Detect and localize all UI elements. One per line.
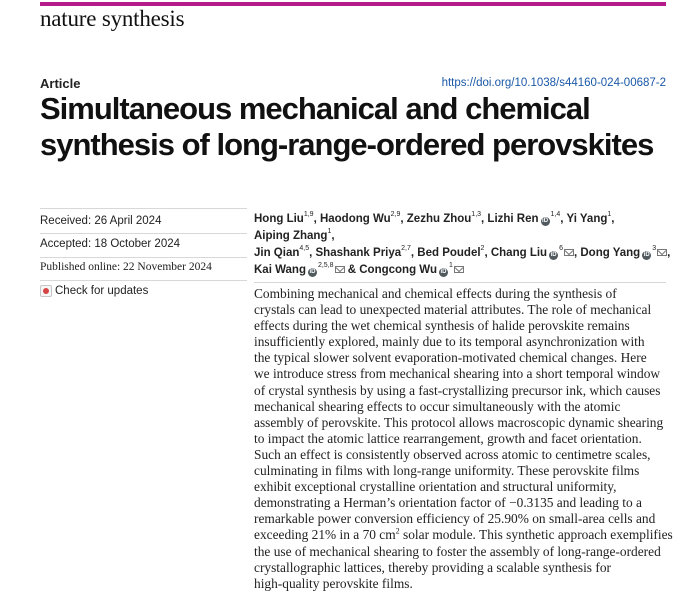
meta-divider bbox=[40, 280, 247, 281]
author-separator: , bbox=[481, 213, 488, 225]
author-name-text: Kai Wang bbox=[254, 264, 306, 276]
abstract-line: the use of mechanical shearing to foster the assembly of long-range-ordered bbox=[254, 543, 661, 559]
abstract-line: assembly of perovskite. This protocol allows macroscopic dynamic shearing bbox=[254, 414, 664, 430]
abstract-line: mechanical shearing effects to occur simultaneously with the atomic bbox=[254, 398, 621, 414]
abstract-line: crystals can lead to unexpected material attributes. The role of mechanical bbox=[254, 302, 652, 318]
author-name-text: Congcong Wu bbox=[359, 264, 437, 276]
abstract-line: effects during the wet chemical synthesis of halide perovskite remains bbox=[254, 318, 630, 334]
author-affiliation: 3 bbox=[652, 245, 657, 253]
journal-name: nature synthesis bbox=[40, 6, 185, 31]
abstract-line: to impact the atomic lattice rearrangement, growth and facet orientation. bbox=[254, 430, 642, 446]
author-affiliation: 2,9 bbox=[390, 211, 401, 219]
author-affiliation: 1 bbox=[327, 228, 332, 236]
abstract-line: of crystal synthesis by using a fast-crystallizing precursor ink, which causes bbox=[254, 382, 661, 398]
author-name[interactable] bbox=[316, 247, 411, 259]
author-separator: , bbox=[484, 247, 491, 259]
check-for-updates-label: Check for updates bbox=[55, 285, 149, 297]
article-title-line: Simultaneous mechanical and chemical bbox=[40, 91, 590, 126]
doi-link[interactable]: https://doi.org/10.1038/s44160-024-00687-2 bbox=[441, 77, 666, 89]
author-affiliation: 2,5,8 bbox=[317, 262, 334, 270]
abstract-line: insufficiently explored, mainly due to its temporal asynchronization with bbox=[254, 334, 645, 350]
abstract bbox=[254, 286, 684, 592]
article-title-line: synthesis of long-range-ordered perovskites bbox=[40, 127, 654, 162]
abstract-line: exceeding 21% in a 70 $cm^2$ solar module. This synthetic approach exemplifies bbox=[254, 526, 673, 543]
author-separator: & bbox=[344, 264, 360, 276]
abstract-line: Such an effect is consistently observed across atomic to centimetre scales, bbox=[254, 446, 651, 462]
author-name-text: Chang Liu bbox=[490, 247, 548, 259]
author-name-text: Yi Yang bbox=[566, 213, 608, 225]
author-separator: , bbox=[331, 230, 335, 242]
orcid-icon[interactable]: iD bbox=[309, 269, 316, 275]
author-affiliation: 1 bbox=[448, 262, 453, 270]
meta-divider bbox=[40, 233, 247, 234]
author-name-text: Jin Qian bbox=[254, 247, 300, 259]
abstract-line: demonstrating a Herman’s orientation factor of −0.3135 and leading to a bbox=[254, 495, 642, 511]
author-name[interactable] bbox=[417, 247, 484, 259]
author-name[interactable] bbox=[254, 230, 331, 242]
author-name-text: Lizhi Ren bbox=[487, 213, 539, 225]
published-date: Published online: 22 November 2024 bbox=[40, 261, 212, 273]
abstract-line: the typical slower solvent evaporation-motivated chemical changes. Here bbox=[254, 350, 647, 366]
author-separator: , bbox=[560, 213, 567, 225]
author-name-text: Aiping Zhang bbox=[254, 230, 328, 242]
meta-divider bbox=[40, 208, 247, 209]
author-name-text: Bed Poudel bbox=[417, 247, 481, 259]
abstract-line: crystallographic lattices, thereby providing a scalable synthesis for bbox=[254, 559, 611, 575]
author-separator: , bbox=[410, 247, 418, 259]
author-name[interactable] bbox=[254, 264, 345, 276]
author-affiliation: 6 bbox=[559, 245, 563, 253]
mail-icon[interactable] bbox=[454, 266, 464, 273]
author-affiliation: 2,7 bbox=[401, 245, 411, 253]
abstract-line: high-quality perovskite films. bbox=[254, 575, 413, 591]
author-name[interactable] bbox=[407, 213, 481, 225]
author-affiliation: 1,4 bbox=[550, 211, 561, 219]
check-for-updates-icon bbox=[40, 285, 52, 297]
author-name[interactable] bbox=[487, 213, 560, 225]
article-type: Article bbox=[40, 76, 81, 91]
author-name[interactable] bbox=[566, 213, 611, 225]
author-name[interactable] bbox=[359, 264, 464, 276]
author-affiliation: 4,5 bbox=[299, 245, 310, 253]
author-name[interactable] bbox=[254, 247, 309, 259]
check-for-updates-button[interactable] bbox=[40, 285, 148, 297]
mail-icon[interactable] bbox=[657, 249, 667, 256]
author-separator: , bbox=[313, 213, 320, 225]
author-name-text: Zezhu Zhou bbox=[406, 213, 472, 225]
author-list bbox=[254, 211, 674, 279]
author-separator: , bbox=[400, 213, 407, 225]
orcid-icon[interactable]: iD bbox=[440, 269, 447, 275]
mail-icon[interactable] bbox=[335, 266, 345, 273]
abstract-line: remarkable power conversion efficiency of 25.90% on small-area cells and bbox=[254, 511, 656, 527]
orcid-icon[interactable]: iD bbox=[643, 252, 650, 258]
abstract-line: exhibit exceptional crystalline orientation and structural uniformity, bbox=[254, 479, 617, 495]
abstract-divider bbox=[254, 282, 666, 283]
author-affiliation: 1 bbox=[607, 211, 612, 219]
received-date: Received: 26 April 2024 bbox=[40, 215, 162, 227]
author-name-text: Hong Liu bbox=[254, 213, 304, 225]
orcid-icon[interactable]: iD bbox=[550, 252, 557, 258]
abstract-line: culminating in films with long-range uniformity. These perovskite films bbox=[254, 463, 640, 479]
author-name[interactable] bbox=[320, 213, 400, 225]
author-separator: , bbox=[573, 247, 581, 259]
mail-icon[interactable] bbox=[564, 249, 574, 256]
author-affiliation: 1,9 bbox=[303, 211, 314, 219]
author-name-text: Shashank Priya bbox=[315, 247, 402, 259]
author-affiliation: 1,3 bbox=[471, 211, 482, 219]
author-affiliation: 2 bbox=[480, 245, 485, 253]
abstract-line: Combining mechanical and chemical effects during the synthesis of bbox=[254, 286, 617, 301]
meta-divider bbox=[40, 257, 247, 258]
author-name[interactable] bbox=[491, 247, 574, 259]
accepted-date: Accepted: 18 October 2024 bbox=[40, 238, 181, 250]
abstract-line: we introduce stress from mechanical shearing into a short temporal window bbox=[254, 366, 661, 382]
author-separator: , bbox=[667, 247, 671, 259]
author-name[interactable] bbox=[580, 247, 667, 259]
author-separator: , bbox=[309, 247, 316, 259]
author-name[interactable] bbox=[254, 213, 314, 225]
author-name-text: Haodong Wu bbox=[319, 213, 391, 225]
author-separator: , bbox=[611, 213, 615, 225]
article-title bbox=[40, 91, 680, 163]
orcid-icon[interactable]: iD bbox=[542, 218, 549, 224]
author-name-text: Dong Yang bbox=[580, 247, 641, 259]
